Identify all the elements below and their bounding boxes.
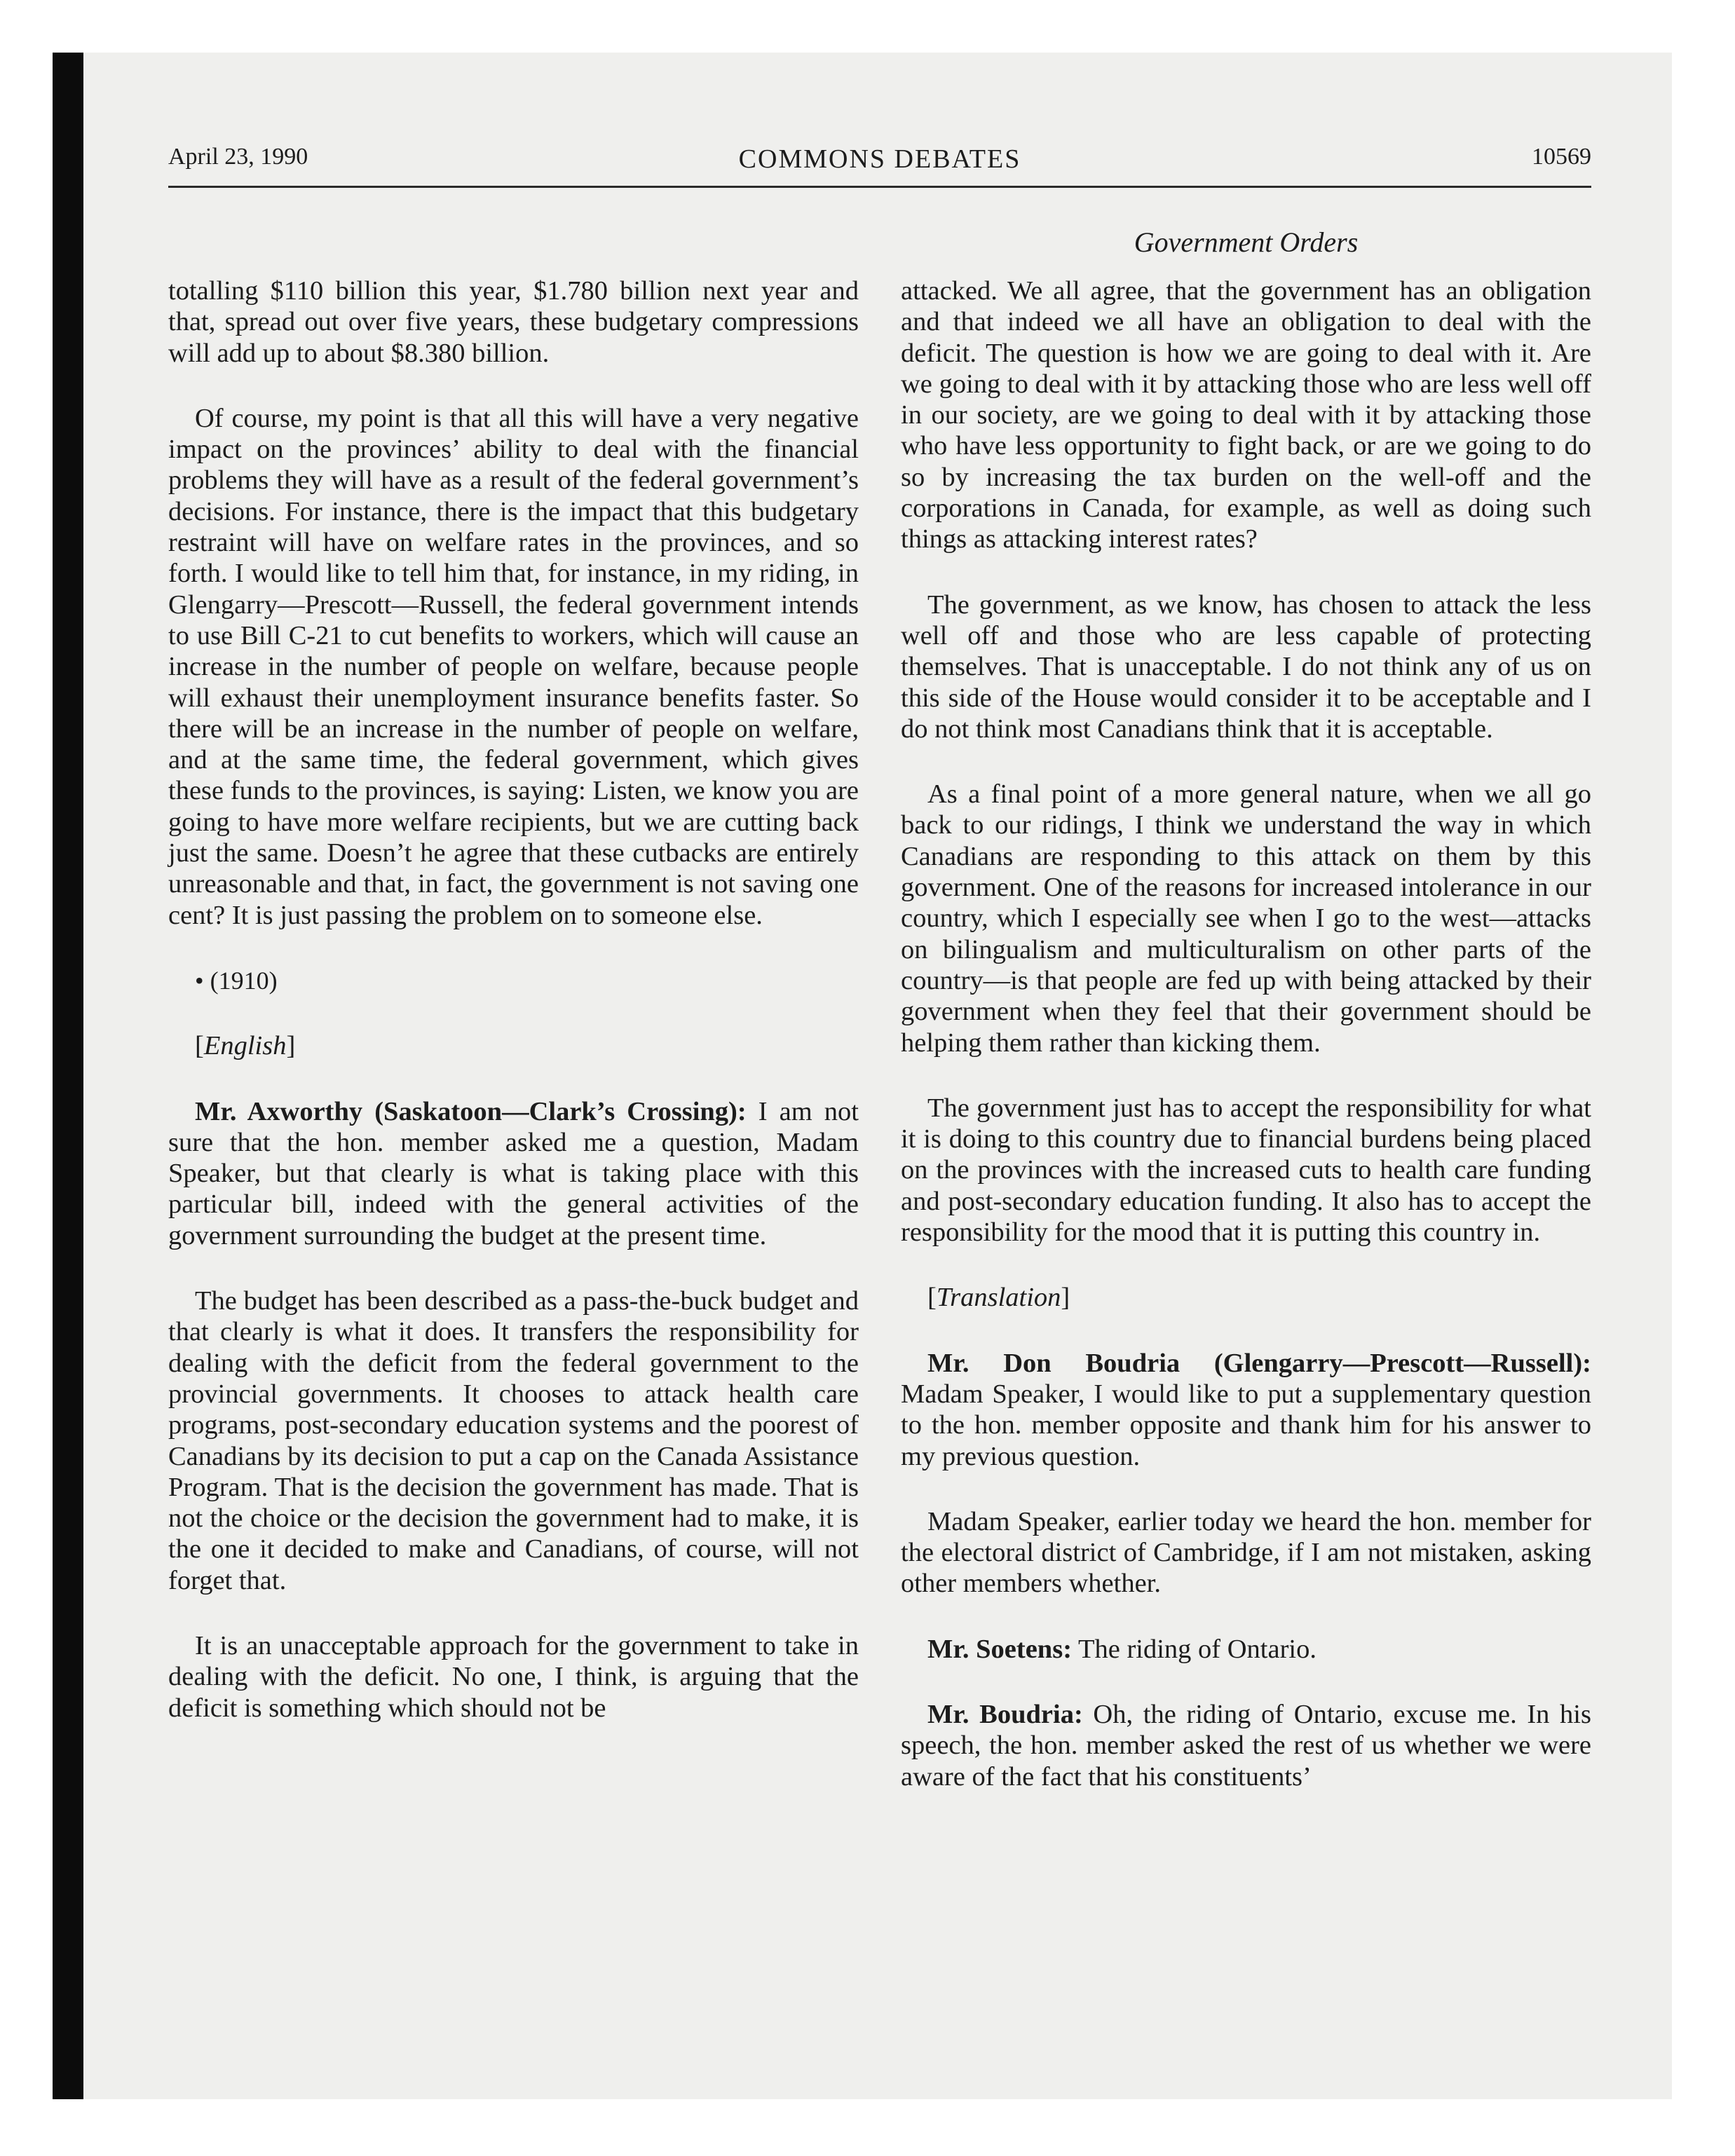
section-heading: Government Orders	[1134, 226, 1359, 258]
running-head	[168, 144, 1591, 186]
speech-text: The riding of Ontario.	[1072, 1634, 1316, 1664]
header-title: COMMONS DEBATES	[738, 144, 1021, 174]
binding-edge	[53, 53, 83, 2099]
time-marker: • (1910)	[195, 966, 278, 995]
paragraph: It is an unacceptable approach for the government to take in dealing with the deficit. No one, I think, is arguing that the deficit is something which should not be	[168, 1630, 859, 1723]
paragraph: The budget has been described as a pass-the-buck budget and that clearly is what it does. It transfers the responsibility for dealing with the deficit from the federal government to the provincial governments. It chooses to attack health care programs, post-secondary education systems and the poorest of Canadians by its decision to put a cap on the Canada Assistance Program. That is the decision the government has made. That is not the choice or the decision the government had to make, it is the one it decided to make and Canadians, of course, will not forget that.	[168, 1286, 859, 1595]
language-tag: [Translation]	[927, 1283, 1070, 1313]
paragraph: The government just has to accept the responsibility for what it is doing to this country due to financial burdens being placed on the provinces with the increased cuts to health care funding and post-secondary education funding. It also has to accept the responsibility for the mood that it is putting this country in.	[901, 1093, 1591, 1248]
speech-paragraph	[168, 1096, 859, 1251]
speech-text: I am not sure that the hon. member asked me a question, Madam Speaker, but that clearly is what is taking place with this particular bill, indeed with the general activities of the government surrounding the budget at the present time.	[168, 1096, 859, 1250]
left-column	[168, 275, 859, 1724]
speech-text: Madam Speaker, I would like to put a supplementary question to the hon. member opposite and thank him for his answer to my previous question.	[901, 1379, 1591, 1471]
speaker-name: Mr. Axworthy (Saskatoon—Clark’s Crossing):	[195, 1096, 747, 1126]
speech-text: Oh, the riding of Ontario, excuse me. In his speech, the hon. member asked the rest of us whether we were aware of the fact that his constituents’	[901, 1699, 1591, 1792]
paragraph: The government, as we know, has chosen to attack the less well off and those who are less capable of protecting themselves. That is unacceptable. I do not think any of us on this side of the House would consider it to be acceptable and I do not think most Canadians think that it is acceptable.	[901, 589, 1591, 744]
speaker-name: Mr. Boudria:	[927, 1699, 1083, 1729]
header-rule	[168, 186, 1591, 188]
header-date: April 23, 1990	[168, 144, 308, 170]
language-tag-text: Translation	[936, 1283, 1061, 1313]
speech-paragraph	[901, 1348, 1591, 1472]
speaker-name: Mr. Soetens:	[927, 1634, 1073, 1664]
paragraph: totalling $110 billion this year, $1.780 billion next year and that, spread out over five years, these budgetary compressions will add up to about $8.380 billion.	[168, 276, 859, 368]
language-tag: [English]	[195, 1031, 296, 1061]
paragraph: Madam Speaker, earlier today we heard the hon. member for the electoral district of Cambridge, if I am not mistaken, asking other members whether.	[901, 1506, 1591, 1599]
paragraph: attacked. We all agree, that the government has an obligation and that indeed we all have an obligation to deal with the deficit. The question is how we are going to deal with it. Are we going to deal with it by attacking those who are less well off in our society, are we going to deal with it by attacking those who have less opportunity to fight back, or are we going to do so by increasing the tax burden on the well-off and the corporations in Canada, for example, as well as doing such things as attacking interest rates?	[901, 276, 1591, 554]
speech-paragraph	[901, 1634, 1591, 1665]
paragraph: As a final point of a more general nature, when we all go back to our ridings, I think we understand the way in which Canadians are responding to this attack on them by this government. One of the reasons for increased intolerance in our country, which I especially see when I go to the west—attacks on bilingualism and multiculturalism on other parts of the country—is that people are fed up with being attacked by their government when they feel that their government should be helping them rather than kicking them.	[901, 779, 1591, 1058]
right-column	[901, 275, 1591, 1792]
paragraph: Of course, my point is that all this will have a very negative impact on the provinces’ ability to deal with the financial problems they will have as a result of the federal government’s decisions. For instance, there is the impact that this budgetary restraint will have on welfare rates in the provinces, and so forth. I would like to tell him that, for instance, in my riding, in Glengarry—Prescott—Russell, the federal government intends to use Bill C-21 to cut benefits to workers, which will cause an increase in the number of people on welfare, because people will exhaust their unemployment insurance benefits faster. So there will be an increase in the number of people on welfare, and at the same time, the federal government, which gives these funds to the provinces, is saying: Listen, we know you are going to have more welfare recipients, but we are cutting back just the same. Doesn’t he agree that these cutbacks are entirely unreasonable and that, in fact, the government is not saving one cent? It is just passing the problem on to someone else.	[168, 403, 859, 930]
header-page-number: 10569	[1532, 144, 1591, 170]
speech-paragraph	[901, 1699, 1591, 1792]
speaker-name: Mr. Don Boudria (Glengarry—Prescott—Russell):	[927, 1348, 1591, 1378]
language-tag-text: English	[203, 1031, 287, 1061]
